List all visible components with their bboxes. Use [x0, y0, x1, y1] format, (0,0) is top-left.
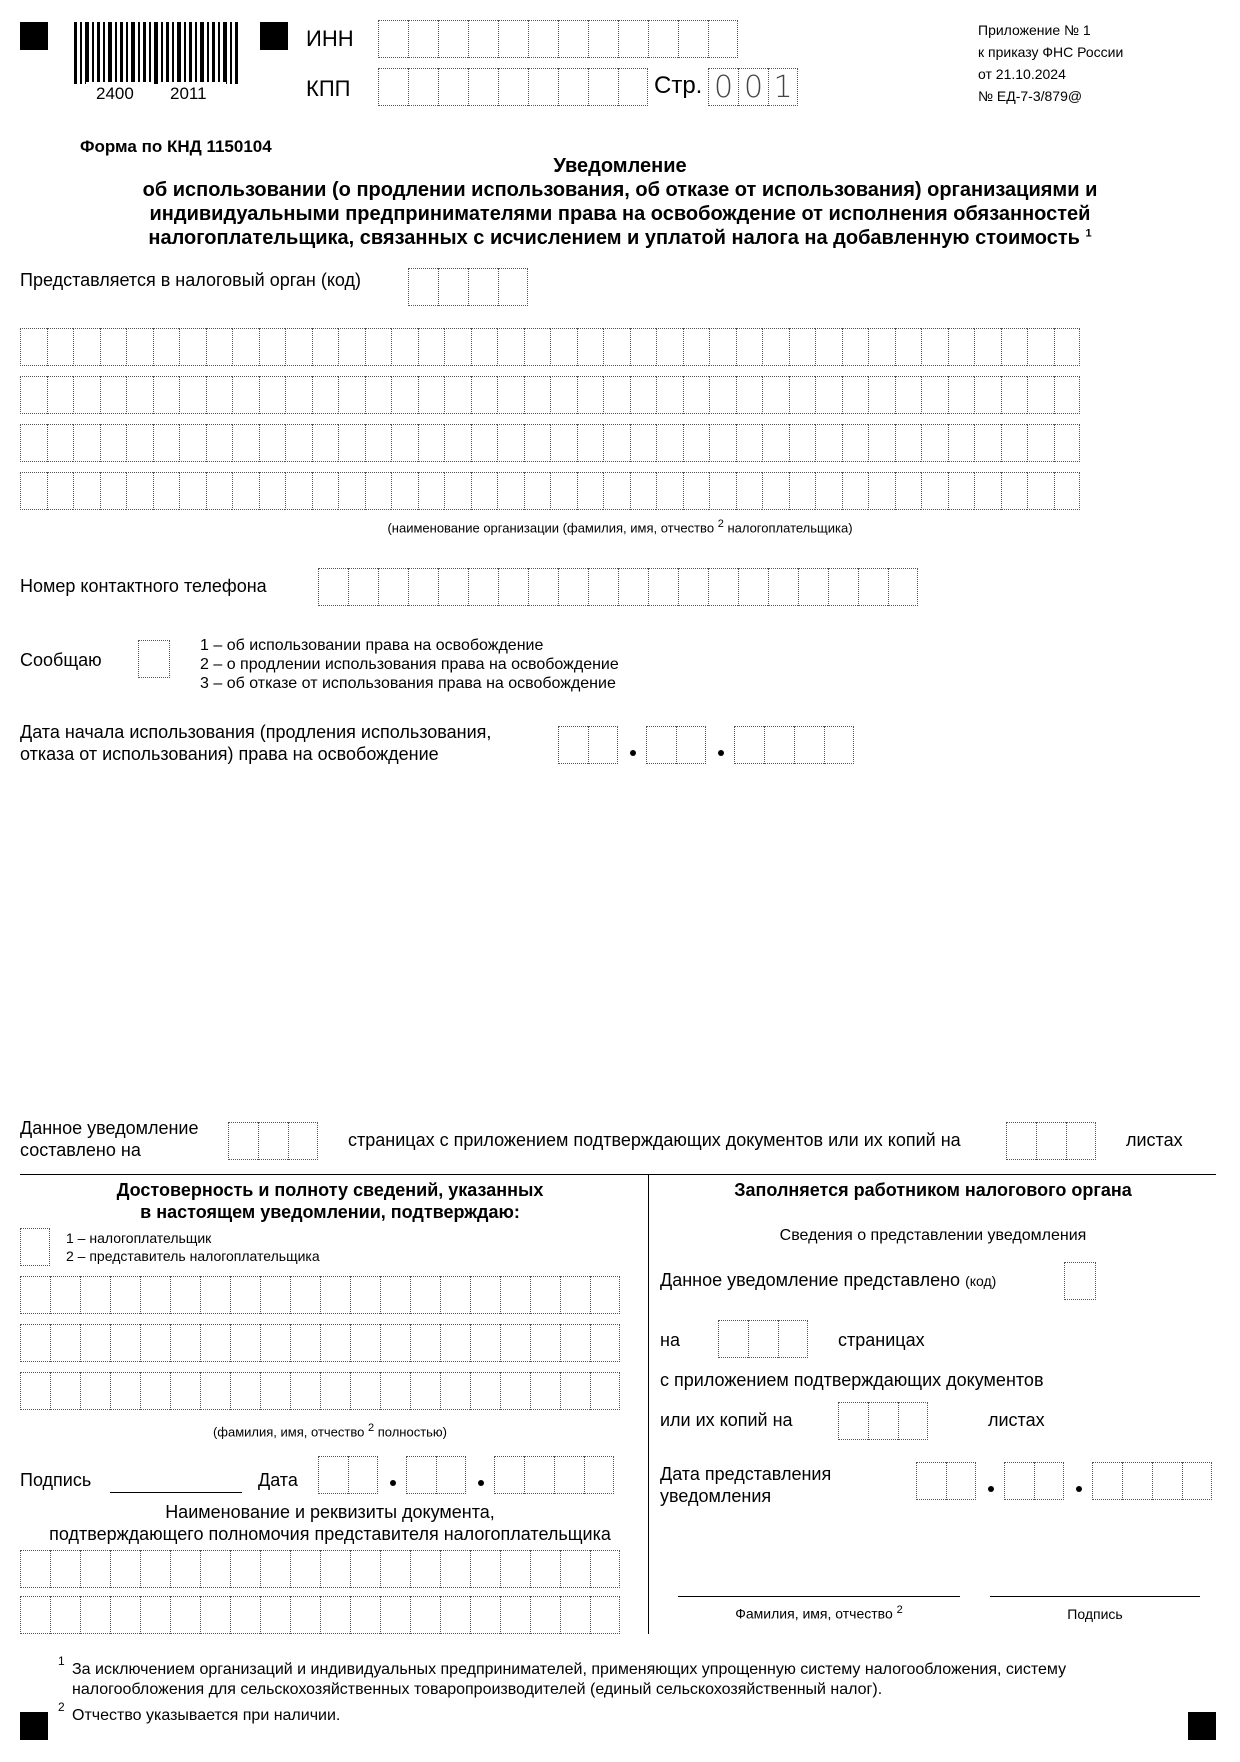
report-option-3: 3 – об отказе от использования права на освобождение — [200, 675, 616, 692]
pages-label-1: Данное уведомление — [20, 1118, 199, 1138]
column-divider — [648, 1174, 649, 1634]
footnote-1-marker: 1 — [58, 1654, 65, 1668]
title-line-3: индивидуальными предпринимателями права на освобождение от исполнения обязанностей — [149, 203, 1091, 225]
submitted-label — [660, 1270, 996, 1292]
submission-date-year-field[interactable] — [1092, 1462, 1212, 1500]
footnote-2-text: Отчество указывается при наличии. — [72, 1707, 341, 1724]
report-option-2: 2 – о продлении использования права на освобождение — [200, 656, 619, 673]
submission-date-label-2: уведомления — [660, 1486, 772, 1506]
org-name-caption — [0, 518, 1240, 536]
title-line-4-text: налогоплательщика, связанных с исчислением и уплатой налога на добавленную стоимость — [148, 227, 1080, 249]
page-digit: 0 — [708, 68, 738, 106]
signature-line[interactable] — [110, 1492, 242, 1493]
start-date-month-field[interactable] — [646, 726, 706, 764]
date-separator — [390, 1480, 396, 1486]
annex-line-4: № ЕД-7-3/879@ — [978, 88, 1083, 104]
fio-caption-end: полностью) — [377, 1424, 448, 1440]
report-option-1: 1 – об использовании права на освобождение — [200, 637, 544, 654]
signer-option-2: 2 – представитель налогоплательщика — [66, 1248, 320, 1264]
org-name-caption-sup: 2 — [717, 518, 724, 530]
confirm-heading-1: Достоверность и полноту сведений, указанных — [116, 1180, 544, 1200]
authority-doc-row-2[interactable] — [20, 1596, 620, 1634]
barcode — [74, 22, 238, 84]
date-separator — [718, 750, 724, 756]
officer-name-line[interactable] — [678, 1596, 960, 1597]
barcode-number-right: 2011 — [170, 84, 207, 103]
inn-label: ИНН — [306, 26, 354, 51]
org-name-caption-end: налогоплательщика) — [727, 520, 853, 536]
officer-signature-line[interactable] — [990, 1596, 1200, 1597]
org-name-row-3[interactable] — [20, 424, 1080, 462]
page-digit: 0 — [738, 68, 768, 106]
inn-field[interactable] — [378, 20, 738, 58]
report-label: Сообщаю — [20, 650, 102, 670]
copies-label: или их копий на — [660, 1410, 793, 1430]
annex-line-3: от 21.10.2024 — [978, 66, 1066, 82]
start-date-label-2: отказа от использования) права на освобождение — [20, 744, 439, 764]
title-line-1: Уведомление — [553, 155, 687, 177]
report-code-field[interactable] — [138, 640, 170, 678]
submission-date-day-field[interactable] — [916, 1462, 976, 1500]
date-separator — [630, 750, 636, 756]
submission-method-code-field[interactable] — [1064, 1262, 1096, 1300]
officer-signature-caption: Подпись — [1067, 1606, 1123, 1622]
form-code: Форма по КНД 1150104 — [80, 137, 272, 156]
signer-type-field[interactable] — [20, 1228, 50, 1266]
fio-row-3[interactable] — [20, 1372, 620, 1410]
tax-authority-label: Представляется в налоговый орган (код) — [20, 270, 362, 290]
kpp-label: КПП — [306, 76, 351, 101]
page-number-field — [708, 68, 798, 106]
registration-mark-top-middle — [260, 22, 288, 50]
sheets-unit-label: листах — [988, 1410, 1045, 1430]
registration-mark-bottom-right — [1188, 1712, 1216, 1740]
officer-name-caption-sup: 2 — [896, 1604, 903, 1616]
org-name-row-1[interactable] — [20, 328, 1080, 366]
annex-line-1: Приложение № 1 — [978, 22, 1091, 38]
pages-label-2: составлено на — [20, 1140, 141, 1160]
signer-option-1: 1 – налогоплательщик — [66, 1230, 212, 1246]
sheets-label: листах — [1126, 1130, 1183, 1150]
submission-date-label-1: Дата представления — [660, 1464, 832, 1484]
start-date-year-field[interactable] — [734, 726, 854, 764]
fio-row-2[interactable] — [20, 1324, 620, 1362]
sign-date-label: Дата — [258, 1470, 298, 1490]
submitted-label-text: Данное уведомление представлено — [660, 1270, 961, 1290]
submission-info-subheading: Сведения о представлении уведомления — [779, 1227, 1087, 1244]
date-separator — [988, 1486, 994, 1492]
attachments-label: с приложением подтверждающих документов — [660, 1370, 1044, 1390]
sign-date-month-field[interactable] — [406, 1456, 466, 1494]
annex-line-2: к приказу ФНС России — [978, 44, 1124, 60]
pages-unit-label: страницах — [838, 1330, 925, 1350]
kpp-field[interactable] — [378, 68, 648, 106]
title-line-2: об использовании (о продлении использования, об отказе от использования) организациями и — [142, 179, 1098, 201]
sign-date-day-field[interactable] — [318, 1456, 378, 1494]
authority-doc-heading-2: подтверждающего полномочия представителя налогоплательщика — [49, 1524, 611, 1544]
fio-caption — [20, 1422, 640, 1440]
registration-mark-top-left — [20, 22, 48, 50]
pages-count-field[interactable] — [228, 1122, 318, 1160]
start-date-day-field[interactable] — [558, 726, 618, 764]
authority-doc-row-1[interactable] — [20, 1550, 620, 1588]
start-date-label-1: Дата начала использования (продления использования, — [20, 722, 492, 742]
fio-caption-text: (фамилия, имя, отчество — [212, 1424, 365, 1440]
fio-row-1[interactable] — [20, 1276, 620, 1314]
title-footnote-ref: 1 — [1085, 227, 1092, 240]
registration-mark-bottom-left — [20, 1712, 48, 1740]
page-label: Стр. — [654, 72, 703, 99]
org-name-row-2[interactable] — [20, 376, 1080, 414]
footnote-1-line-1: За исключением организаций и индивидуальных предпринимателей, применяющих упрощенную систему налогообложения, систему — [72, 1661, 1067, 1678]
tax-officer-heading: Заполняется работником налогового органа — [734, 1180, 1132, 1200]
pages-middle-text: страницах с приложением подтверждающих документов или их копий на — [348, 1130, 961, 1150]
barcode-number-left: 2400 — [96, 84, 134, 103]
on-label: на — [660, 1330, 680, 1350]
officer-name-caption-text: Фамилия, имя, отчество — [735, 1605, 893, 1622]
officer-name-caption — [678, 1604, 960, 1622]
sign-date-year-field[interactable] — [494, 1456, 614, 1494]
title-line-4 — [0, 226, 1240, 250]
confirm-heading-2: в настоящем уведомлении, подтверждаю: — [140, 1202, 520, 1222]
tax-authority-code-field[interactable] — [408, 268, 528, 306]
section-divider — [20, 1174, 1216, 1175]
phone-field[interactable] — [318, 568, 918, 606]
signature-label: Подпись — [20, 1470, 92, 1490]
submission-date-month-field[interactable] — [1004, 1462, 1064, 1500]
submitted-pages-field[interactable] — [718, 1320, 808, 1358]
page-digit: 1 — [768, 68, 798, 106]
date-separator — [478, 1480, 484, 1486]
submitted-code-label: (код) — [965, 1273, 997, 1289]
org-name-row-4[interactable] — [20, 472, 1080, 510]
date-separator — [1076, 1486, 1082, 1492]
phone-label: Номер контактного телефона — [20, 576, 267, 596]
footnote-2-marker: 2 — [58, 1700, 65, 1714]
submitted-sheets-field[interactable] — [838, 1402, 928, 1440]
sheets-count-field[interactable] — [1006, 1122, 1096, 1160]
fio-caption-sup: 2 — [367, 1422, 375, 1434]
authority-doc-heading-1: Наименование и реквизиты документа, — [165, 1502, 495, 1522]
footnote-1-line-2: налогообложения для сельскохозяйственных товаропроизводителей (единый сельскохозяйственный налог). — [72, 1681, 883, 1698]
org-name-caption-text: (наименование организации (фамилия, имя, отчество — [387, 520, 715, 536]
